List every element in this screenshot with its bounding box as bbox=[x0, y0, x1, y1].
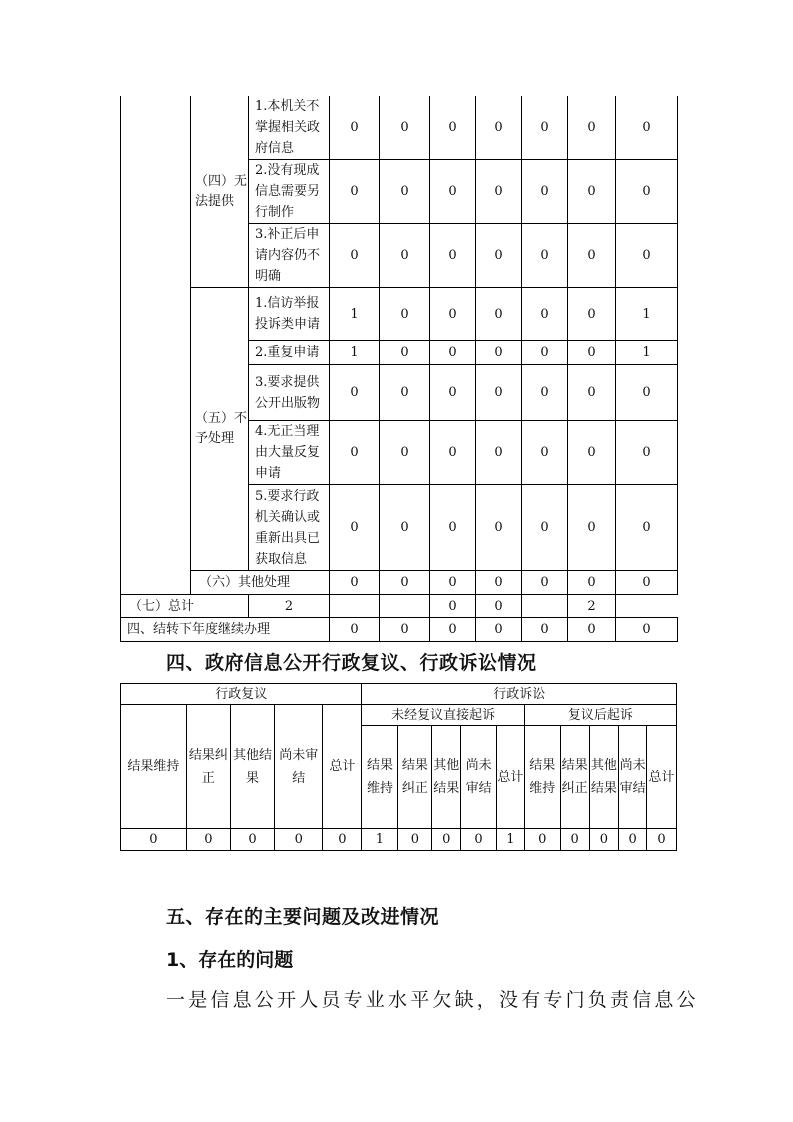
value-cell: 0 bbox=[186, 829, 230, 851]
col-header: 总计 bbox=[323, 705, 362, 829]
value-cell: 0 bbox=[476, 96, 522, 160]
value-cell: 0 bbox=[568, 160, 616, 224]
value-cell: 0 bbox=[476, 618, 522, 642]
value-cell: 0 bbox=[330, 365, 380, 421]
value-cell: 0 bbox=[380, 160, 430, 224]
col-header: 结果维持 bbox=[524, 726, 560, 829]
value-cell: 0 bbox=[430, 160, 476, 224]
value-cell: 0 bbox=[275, 829, 323, 851]
col-header: 结果维持 bbox=[121, 705, 187, 829]
row-total: （七）总计 bbox=[121, 595, 249, 618]
value-cell: 0 bbox=[568, 421, 616, 485]
value-cell: 0 bbox=[330, 96, 380, 160]
item-label: 3.要求提供公开出版物 bbox=[249, 365, 330, 421]
value-cell: 0 bbox=[461, 829, 497, 851]
value-cell: 0 bbox=[616, 571, 678, 595]
value-cell: 0 bbox=[430, 224, 476, 288]
header-after-review-lawsuit: 复议后起诉 bbox=[524, 705, 676, 726]
item-label: 5.要求行政机关确认或重新出具已获取信息 bbox=[249, 485, 330, 571]
value-cell: 0 bbox=[476, 421, 522, 485]
item-label: 2.重复申请 bbox=[249, 341, 330, 365]
value-cell: 0 bbox=[476, 485, 522, 571]
value-cell: 0 bbox=[616, 421, 678, 485]
value-cell: 0 bbox=[619, 829, 647, 851]
row-other-handling: （六）其他处理 bbox=[191, 571, 330, 595]
value-cell: 0 bbox=[380, 571, 430, 595]
category-cannot-provide: （四）无法提供 bbox=[191, 96, 249, 288]
review-litigation-table bbox=[120, 683, 677, 851]
value-cell: 0 bbox=[568, 618, 616, 642]
value-cell: 0 bbox=[616, 485, 678, 571]
item-label: 1.本机关不掌握相关政府信息 bbox=[249, 96, 330, 160]
value-cell: 0 bbox=[476, 288, 522, 341]
value-cell: 0 bbox=[230, 829, 274, 851]
value-cell: 1 bbox=[330, 288, 380, 341]
value-cell bbox=[522, 595, 568, 618]
value-cell: 0 bbox=[522, 160, 568, 224]
value-cell: 0 bbox=[430, 421, 476, 485]
value-cell: 0 bbox=[330, 618, 380, 642]
value-cell: 0 bbox=[432, 829, 461, 851]
value-cell: 1 bbox=[616, 341, 678, 365]
value-cell: 0 bbox=[522, 365, 568, 421]
value-cell: 0 bbox=[476, 341, 522, 365]
value-cell: 0 bbox=[430, 96, 476, 160]
value-cell: 0 bbox=[589, 829, 619, 851]
value-cell: 0 bbox=[430, 595, 476, 618]
value-cell: 0 bbox=[524, 829, 560, 851]
value-cell: 0 bbox=[330, 571, 380, 595]
value-cell: 0 bbox=[522, 618, 568, 642]
value-cell: 0 bbox=[522, 485, 568, 571]
value-cell: 2 bbox=[249, 595, 330, 618]
value-cell: 0 bbox=[476, 160, 522, 224]
col-header: 其他结果 bbox=[589, 726, 619, 829]
section-heading-review-litigation: 四、政府信息公开行政复议、行政诉讼情况 bbox=[166, 652, 537, 674]
value-cell: 0 bbox=[330, 160, 380, 224]
value-cell: 0 bbox=[380, 421, 430, 485]
value-cell: 0 bbox=[616, 96, 678, 160]
value-cell: 0 bbox=[568, 571, 616, 595]
application-handling-table bbox=[120, 96, 678, 642]
value-cell: 1 bbox=[616, 288, 678, 341]
category-not-processed: （五）不予处理 bbox=[191, 288, 249, 571]
value-cell: 0 bbox=[330, 224, 380, 288]
value-cell: 0 bbox=[430, 485, 476, 571]
item-label: 2.没有现成信息需要另行制作 bbox=[249, 160, 330, 224]
col-header: 尚未审结 bbox=[619, 726, 647, 829]
col-header: 结果纠正 bbox=[186, 705, 230, 829]
row-carry-over: 四、结转下年度继续办理 bbox=[121, 618, 330, 642]
value-cell: 0 bbox=[522, 341, 568, 365]
col-header: 总计 bbox=[647, 726, 677, 829]
value-cell bbox=[380, 595, 430, 618]
value-cell: 0 bbox=[476, 571, 522, 595]
item-label: 3.补正后申请内容仍不明确 bbox=[249, 224, 330, 288]
value-cell: 0 bbox=[430, 571, 476, 595]
value-cell: 0 bbox=[380, 96, 430, 160]
col-header: 尚未审结 bbox=[275, 705, 323, 829]
value-cell bbox=[330, 595, 380, 618]
value-cell: 0 bbox=[568, 288, 616, 341]
value-cell: 0 bbox=[330, 485, 380, 571]
col-header: 其他结果 bbox=[432, 726, 461, 829]
value-cell: 0 bbox=[568, 224, 616, 288]
col-header: 尚未审结 bbox=[461, 726, 497, 829]
value-cell: 0 bbox=[568, 485, 616, 571]
value-cell: 0 bbox=[380, 341, 430, 365]
value-cell: 0 bbox=[522, 288, 568, 341]
header-admin-litigation: 行政诉讼 bbox=[362, 684, 677, 705]
value-cell: 0 bbox=[380, 224, 430, 288]
value-cell: 0 bbox=[522, 96, 568, 160]
item-label: 4.无正当理由大量反复申请 bbox=[249, 421, 330, 485]
col-header: 其他结果 bbox=[230, 705, 274, 829]
header-admin-review: 行政复议 bbox=[121, 684, 362, 705]
value-cell: 0 bbox=[380, 618, 430, 642]
left-blank-cell bbox=[121, 96, 191, 595]
value-cell: 0 bbox=[398, 829, 432, 851]
value-cell: 0 bbox=[522, 224, 568, 288]
value-cell: 0 bbox=[380, 485, 430, 571]
value-cell: 0 bbox=[430, 288, 476, 341]
value-cell: 0 bbox=[568, 96, 616, 160]
value-cell: 0 bbox=[380, 288, 430, 341]
value-cell: 0 bbox=[323, 829, 362, 851]
body-paragraph: 一是信息公开人员专业水平欠缺，没有专门负责信息公 bbox=[166, 989, 699, 1011]
value-cell: 1 bbox=[330, 341, 380, 365]
value-cell: 0 bbox=[522, 421, 568, 485]
section-heading-problems: 五、存在的主要问题及改进情况 bbox=[166, 906, 440, 928]
col-header: 总计 bbox=[497, 726, 525, 829]
value-cell: 0 bbox=[616, 365, 678, 421]
value-cell: 0 bbox=[647, 829, 677, 851]
value-cell: 0 bbox=[568, 341, 616, 365]
col-header: 结果纠正 bbox=[560, 726, 589, 829]
value-cell: 0 bbox=[616, 160, 678, 224]
value-cell: 0 bbox=[476, 595, 522, 618]
value-cell: 1 bbox=[497, 829, 525, 851]
value-cell: 0 bbox=[568, 365, 616, 421]
value-cell: 0 bbox=[430, 618, 476, 642]
value-cell: 0 bbox=[616, 224, 678, 288]
value-cell: 2 bbox=[568, 595, 616, 618]
value-cell: 0 bbox=[380, 365, 430, 421]
header-direct-lawsuit: 未经复议直接起诉 bbox=[362, 705, 524, 726]
value-cell: 0 bbox=[330, 421, 380, 485]
value-cell: 0 bbox=[616, 618, 678, 642]
col-header: 结果维持 bbox=[362, 726, 398, 829]
col-header: 结果纠正 bbox=[398, 726, 432, 829]
value-cell: 0 bbox=[522, 571, 568, 595]
value-cell: 1 bbox=[362, 829, 398, 851]
subheading-existing-problems: 1、存在的问题 bbox=[166, 949, 294, 971]
value-cell: 0 bbox=[476, 365, 522, 421]
item-label: 1.信访举报投诉类申请 bbox=[249, 288, 330, 341]
value-cell: 0 bbox=[121, 829, 187, 851]
value-cell: 0 bbox=[476, 224, 522, 288]
value-cell: 0 bbox=[560, 829, 589, 851]
value-cell: 0 bbox=[430, 341, 476, 365]
value-cell: 0 bbox=[430, 365, 476, 421]
